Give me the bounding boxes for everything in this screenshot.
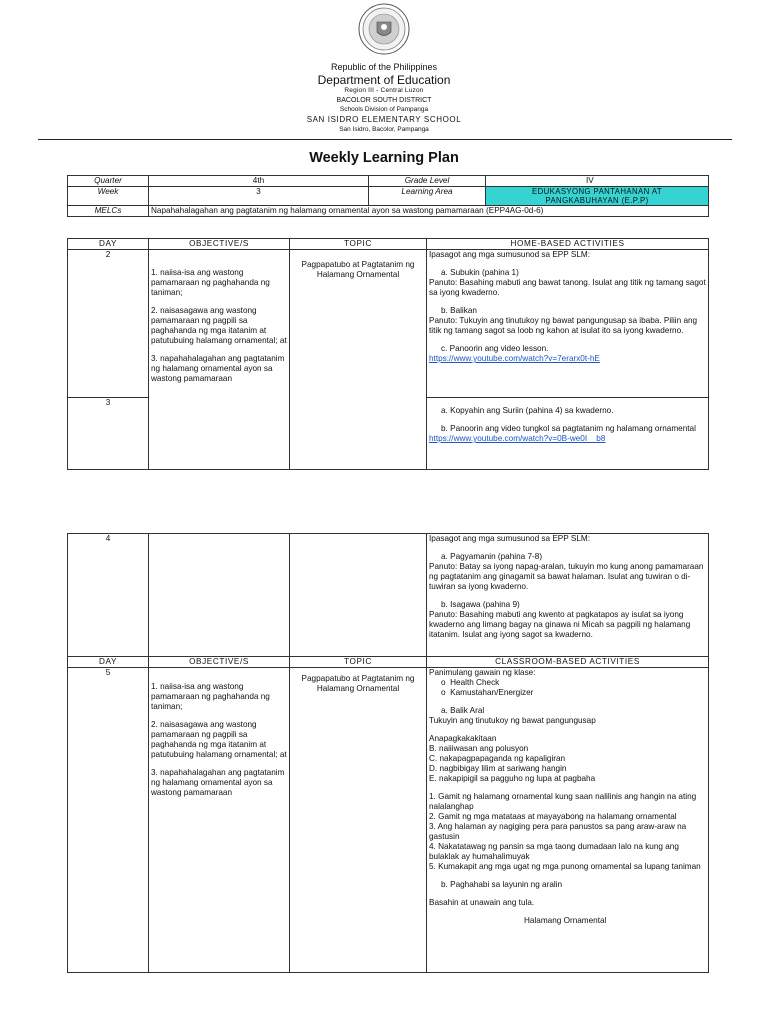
learning-area-value <box>486 187 709 206</box>
review-item: 5. Kumakapit ang mga ugat ng mga punong ornamental sa lupang taniman <box>429 862 701 871</box>
day5-bullet-1-text: Health Check <box>450 678 500 687</box>
day2-item-b: b. Balikan <box>441 306 477 315</box>
home-activities-table <box>67 238 709 470</box>
day2-item-c: c. Panoorin ang video lesson. <box>441 344 549 353</box>
topic-cell <box>290 668 427 973</box>
poem-title: Halamang Ornamental <box>524 916 607 925</box>
day3-video-link[interactable]: https://www.youtube.com/watch?v=0B-we0I__b8 <box>429 434 606 443</box>
day4-intro: Ipasagot ang mga sumusunod sa EPP SLM: <box>429 534 590 543</box>
col-home-activities: HOME-BASED ACTIVITIES <box>427 239 709 250</box>
review-item: 1. Gamit ng halamang ornamental kung saan nalilinis ang hangin na ating nalalanghap <box>429 792 697 811</box>
day5-bullet-2-text: Kamustahan/Energizer <box>450 688 534 697</box>
topic-text: Pagpapatubo at Pagtatanim ng Halamang Ornamental <box>301 260 415 279</box>
objectives-empty-cell <box>149 534 290 657</box>
day5-item-b-text: Basahin at unawain ang tula. <box>429 898 535 907</box>
choices-title: Anapagkakakitaan <box>429 734 497 743</box>
day3-activities <box>427 398 709 470</box>
day2-video-link[interactable]: https://www.youtube.com/watch?v=7erarx0t-hE <box>429 354 600 363</box>
objectives-cell <box>149 668 290 973</box>
review-item: 4. Nakatatawag ng pansin sa mga taong dumadaan lalo na kung ang bulaklak ay humahalimuyak <box>429 842 679 861</box>
republic-line: Republic of the Philippines <box>330 62 438 72</box>
header-divider <box>38 139 732 140</box>
choice: C. nakapagpapaganda ng kapaligiran <box>429 754 566 763</box>
day5-item-b: b. Paghahabi sa layunin ng aralin <box>441 880 563 889</box>
division-line: Schools Division of Pampanga <box>339 106 429 113</box>
address-line: San Isidro, Bacolor, Pampanga <box>339 126 429 133</box>
bullet-icon: o <box>441 678 451 687</box>
day4-item-a: a. Pagyamanin (pahina 7-8) <box>441 552 543 561</box>
area-label: Learning Area <box>369 187 486 206</box>
day-cell: 5 <box>68 668 149 973</box>
page-title: Weekly Learning Plan <box>309 150 459 166</box>
area-line-1: EDUKASYONG PANTAHANAN AT <box>531 187 663 196</box>
grade-value-text: IV <box>586 176 594 185</box>
region-line: Region III - Central Luzon <box>344 87 424 94</box>
choice: E. nakapipigil sa pagguho ng lupa at pagbaha <box>429 774 596 783</box>
review-item: 3. Ang halaman ay nagiging pera para panustos sa pang araw-araw na gastusin <box>429 822 687 841</box>
week-value: 3 <box>149 187 369 206</box>
department-line: Department of Education <box>317 73 451 87</box>
topic-cell <box>290 250 427 470</box>
activities-table-2 <box>67 533 709 973</box>
district-line: BACOLOR SOUTH DISTRICT <box>336 97 432 104</box>
day5-intro: Panimulang gawain ng klase: <box>429 668 536 677</box>
day5-item-a-text: Tukuyin ang tinutukoy ng bawat pangungusap <box>429 716 596 725</box>
day-cell: 2 <box>68 250 149 398</box>
choice: B. naiiiwasan ang polusyon <box>429 744 529 753</box>
quarter-value: 4th <box>149 176 369 187</box>
day5-bullet-1 <box>429 678 706 688</box>
objective-1: 1. naiisa-isa ang wastong pamamaraan ng paghahanda ng taniman; <box>151 268 270 297</box>
day5-bullet-2 <box>429 688 706 698</box>
objective-3: 3. napahahalagahan ang pagtatanim ng halamang ornamental ayon sa wastong pamamaraan <box>151 768 285 797</box>
day-cell: 3 <box>68 398 149 470</box>
day5-activities <box>427 668 709 973</box>
area-line-2: PANGKABUHAYAN (E.P.P) <box>545 196 649 205</box>
day4-item-a-text: Panuto: Batay sa iyong napag-aralan, tukuyin mo kung anong pamamaraan ng pagtatanim ang ginagamit sa bawat halaman. Isulat ang tuwiran o di-tuwiran sa iyong kwaderno. <box>429 562 704 591</box>
day4-activities <box>427 534 709 657</box>
objective-2: 2. naisasagawa ang wastong pamamaraan ng pagpili sa paghahanda ng mga itatanim at patutubuing halamang ornamental; at <box>151 306 287 345</box>
objective-1: 1. naiisa-isa ang wastong pamamaraan ng paghahanda ng taniman; <box>151 682 270 711</box>
day2-item-b-text: Panuto: Tukuyin ang tinutukoy ng bawat pangungusap sa ibaba. Piliin ang titik ng tamang sagot sa loob ng kahon at isulat ito sa iyong kwaderno. <box>429 316 698 335</box>
col-day: DAY <box>68 657 149 668</box>
day2-intro: Ipasagot ang mga sumusunod sa EPP SLM: <box>429 250 590 259</box>
info-table <box>67 175 709 217</box>
objective-3: 3. napahahalagahan ang pagtatanim ng halamang ornamental ayon sa wastong pamamaraan <box>151 354 285 383</box>
day-cell: 4 <box>68 534 149 657</box>
grade-label: Grade Level <box>369 176 486 187</box>
deped-seal-logo <box>358 2 410 56</box>
choice: D. nagbibigay lilim at sariwang hangin <box>429 764 567 773</box>
day4-item-b-text: Panuto: Basahing mabuti ang kwento at pagkatapos ay isulat sa iyong kwaderno ang limang bagay na ginawa ni Micah sa pagpili ng halamang itatanim. Isulat ang iyong sagot sa kwaderno. <box>429 610 691 639</box>
col-topic: TOPIC <box>290 239 427 250</box>
school-line: SAN ISIDRO ELEMENTARY SCHOOL <box>306 115 462 124</box>
day3-item-b: b. Panoorin ang video tungkol sa pagtatanim ng halamang ornamental <box>441 424 696 433</box>
day5-item-a: a. Balik Aral <box>441 706 485 715</box>
topic-empty-cell <box>290 534 427 657</box>
week-label: Week <box>68 187 149 206</box>
quarter-label: Quarter <box>68 176 149 187</box>
col-objectives: OBJECTIVE/S <box>149 657 290 668</box>
bullet-icon: o <box>441 688 451 697</box>
day2-activities <box>427 250 709 398</box>
day2-item-a-text: Panuto: Basahing mabuti ang bawat tanong. Isulat ang titik ng tamang sagot sa iyong kwaderno. <box>429 278 706 297</box>
day3-item-a: a. Kopyahin ang Suriin (pahina 4) sa kwaderno. <box>441 406 614 415</box>
day2-item-a: a. Subukin (pahina 1) <box>441 268 519 277</box>
col-objectives: OBJECTIVE/S <box>149 239 290 250</box>
col-day: DAY <box>68 239 149 250</box>
melcs-value: Napahahalagahan ang pagtatanim ng halamang ornamental ayon sa wastong pamamaraan (EPP4AG-0d-6) <box>149 206 709 217</box>
topic-text: Pagpapatubo at Pagtatanim ng Halamang Ornamental <box>301 674 415 693</box>
review-item: 2. Gamit ng mga matataas at mayayabong na halamang ornamental <box>429 812 677 821</box>
melcs-label: MELCs <box>68 206 149 217</box>
grade-value <box>486 176 709 187</box>
day4-item-b: b. Isagawa (pahina 9) <box>441 600 520 609</box>
objectives-cell <box>149 250 290 470</box>
col-classroom-activities: CLASSROOM-BASED ACTIVITIES <box>427 657 709 668</box>
col-topic: TOPIC <box>290 657 427 668</box>
objective-2: 2. naisasagawa ang wastong pamamaraan ng pagpili sa paghahanda ng mga itatanim at patutubuing halamang ornamental; at <box>151 720 287 759</box>
